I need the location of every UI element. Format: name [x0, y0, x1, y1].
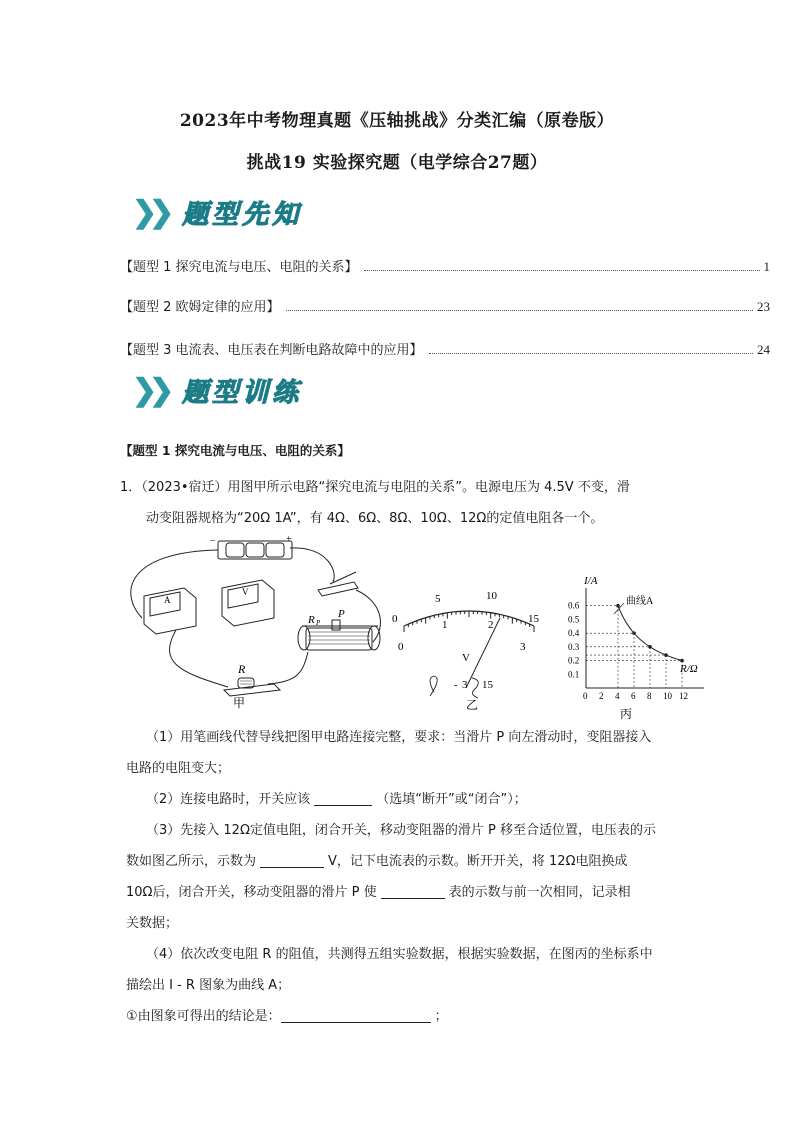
- banner-text: 题型先知: [182, 199, 303, 230]
- x-tick-label: 4: [615, 691, 620, 701]
- part2-text-b: （选填“断开”或“闭合”）；: [376, 792, 527, 807]
- toc-leader: [429, 353, 753, 354]
- rheostat-coil: [306, 628, 372, 650]
- part3-line2: [126, 846, 628, 877]
- banner-question-types: [132, 194, 302, 230]
- toc-page: 1: [763, 259, 770, 274]
- banner-question-training: [132, 372, 302, 408]
- part3-line4: 关数据；: [126, 916, 179, 931]
- data-point: [616, 604, 620, 608]
- double-chevron-icon: ❯❯: [132, 194, 167, 230]
- x-tick-label: 10: [663, 691, 672, 701]
- toc-label: 【题型 1 探究电流与电压、电阻的关系】: [120, 260, 358, 275]
- part1-line1: （1）用笔画线代替导线把图甲电路连接完整，要求：当滑片 P 向左滑动时，变阻器接入: [146, 730, 652, 745]
- part4-sub1-text: ①由图象可得出的结论是：: [126, 1009, 281, 1024]
- battery-cell: [226, 543, 244, 557]
- question-intro-line1: 1．（2023•宿迁）用图甲所示电路“探究电流与电阻的关系”。电源电压为 4.5V 不变，滑: [120, 480, 630, 495]
- part2-text-a: （2）连接电路时，开关应该: [146, 792, 311, 807]
- y-tick-label: 0.4: [568, 628, 580, 639]
- rheostat-end: [298, 626, 310, 650]
- voltmeter-pointer: [466, 618, 500, 688]
- section-heading: 【题型 1 探究电流与电压、电阻的关系】: [120, 443, 350, 458]
- rheostat-label: R: [308, 614, 315, 626]
- unit-label: V: [462, 652, 470, 664]
- part3-text-a: 数如图乙所示，示数为: [126, 854, 257, 869]
- toc-label: 【题型 3 电流表、电压表在判断电路故障中的应用】: [120, 343, 423, 358]
- resistor-label: R: [238, 662, 246, 676]
- top-scale-5: 5: [435, 593, 441, 605]
- y-tick-label: 0.1: [568, 669, 580, 680]
- top-scale-10: 10: [486, 590, 497, 602]
- toc-label: 【题型 2 欧姆定律的应用】: [120, 300, 280, 315]
- part4-line1: （4）依次改变电阻 R 的阻值，共测得五组实验数据，根据实验数据，在图丙的坐标系中: [146, 947, 653, 962]
- y-tick-label: 0.6: [568, 600, 580, 611]
- y-axis-label: I/A: [584, 575, 598, 587]
- part3-line1: （3）先接入 12Ω定值电阻，闭合开关，移动变阻器的滑片 P 移至合适位置，电压表的示: [146, 823, 656, 838]
- battery-pack: [218, 541, 292, 559]
- answer-blank-meter[interactable]: [381, 884, 445, 899]
- data-point: [648, 645, 652, 649]
- part4-sub1-end: ；: [434, 1009, 448, 1024]
- toc-item-1[interactable]: [120, 256, 770, 275]
- voltmeter-label: V: [242, 587, 249, 597]
- toc-page: 24: [757, 342, 770, 357]
- banner-text: 题型训练: [182, 377, 303, 408]
- question-intro-line2: 动变阻器规格为“20Ω 1A”，有 4Ω、6Ω、8Ω、10Ω、12Ω的定值电阻各一个。: [146, 511, 604, 526]
- x-tick-label: 6: [631, 691, 636, 701]
- top-scale-0: 0: [392, 613, 398, 625]
- voltmeter-figure-yi: [390, 582, 548, 712]
- bottom-scale-2: 2: [488, 619, 494, 631]
- terminal-minus: -: [454, 679, 458, 691]
- double-chevron-icon: ❯❯: [132, 372, 167, 408]
- part4-sub1: [126, 1001, 448, 1032]
- rheostat-subscript: P: [316, 619, 321, 627]
- y-tick-label: 0.3: [568, 641, 580, 652]
- battery-cell: [266, 543, 284, 557]
- part1-line2: 电路的电阻变大；: [126, 761, 231, 776]
- data-point: [680, 659, 684, 663]
- rheostat-end: [368, 626, 380, 650]
- part3-text-c: 10Ω后，闭合开关，移动变阻器的滑片 P 使: [126, 885, 377, 900]
- toc-page: 23: [757, 299, 770, 314]
- toc-leader: [286, 310, 753, 311]
- circuit-figure-jia: [118, 532, 390, 712]
- x-tick-label: 12: [679, 691, 688, 701]
- part3-line3: [126, 877, 631, 908]
- terminal-3: 3: [462, 679, 468, 691]
- figure-caption-yi: 乙: [466, 698, 479, 712]
- resistor-board: [224, 684, 280, 696]
- wire-squiggle: [472, 678, 478, 698]
- data-point: [664, 653, 668, 657]
- wire: [169, 630, 228, 687]
- top-scale-15: 15: [528, 613, 539, 625]
- part3-text-b: V，记下电流表的示数。断开开关，将 12Ω电阻换成: [328, 854, 628, 869]
- ammeter-label: A: [164, 595, 171, 605]
- answer-blank-switch[interactable]: [314, 791, 372, 806]
- x-tick-label: 8: [647, 691, 652, 701]
- x-tick-label: 0: [583, 691, 588, 701]
- data-point: [632, 631, 636, 635]
- wire: [268, 652, 308, 684]
- y-tick-label: 0.5: [568, 614, 580, 625]
- answer-blank-conclusion[interactable]: [281, 1008, 431, 1023]
- bottom-scale-1: 1: [442, 619, 448, 631]
- wire: [290, 548, 334, 582]
- answer-blank-voltage[interactable]: [260, 853, 324, 868]
- curve-label: 曲线A: [626, 596, 654, 607]
- wire-squiggle: [430, 676, 437, 696]
- document-subtitle: 挑战19 实验探究题（电学综合27题）: [246, 153, 548, 173]
- part3-text-d: 表的示数与前一次相同，记录相: [448, 885, 631, 900]
- toc-leader: [364, 270, 760, 271]
- battery-cell: [246, 543, 264, 557]
- switch-base[interactable]: [318, 582, 358, 596]
- toc-item-2[interactable]: [120, 296, 770, 315]
- terminal-15: 15: [482, 679, 493, 691]
- y-tick-label: 0.2: [568, 655, 580, 666]
- figure-caption-bing: 丙: [620, 707, 633, 721]
- toc-item-3[interactable]: [120, 339, 770, 358]
- battery-minus: −: [210, 536, 216, 547]
- battery-plus: +: [286, 534, 292, 545]
- part2-line: [146, 784, 527, 815]
- figure-caption-jia: 甲: [233, 696, 246, 710]
- bottom-scale-0: 0: [398, 641, 404, 653]
- x-tick-label: 2: [599, 691, 604, 701]
- ir-graph-bing: [556, 572, 716, 722]
- slider-label: P: [338, 608, 345, 620]
- part4-line2: 描绘出 I - R 图象为曲线 A；: [126, 978, 291, 993]
- document-title: 2023年中考物理真题《压轴挑战》分类汇编（原卷版）: [179, 111, 615, 131]
- bottom-scale-3: 3: [520, 641, 526, 653]
- x-axis-label: R/Ω: [680, 663, 698, 675]
